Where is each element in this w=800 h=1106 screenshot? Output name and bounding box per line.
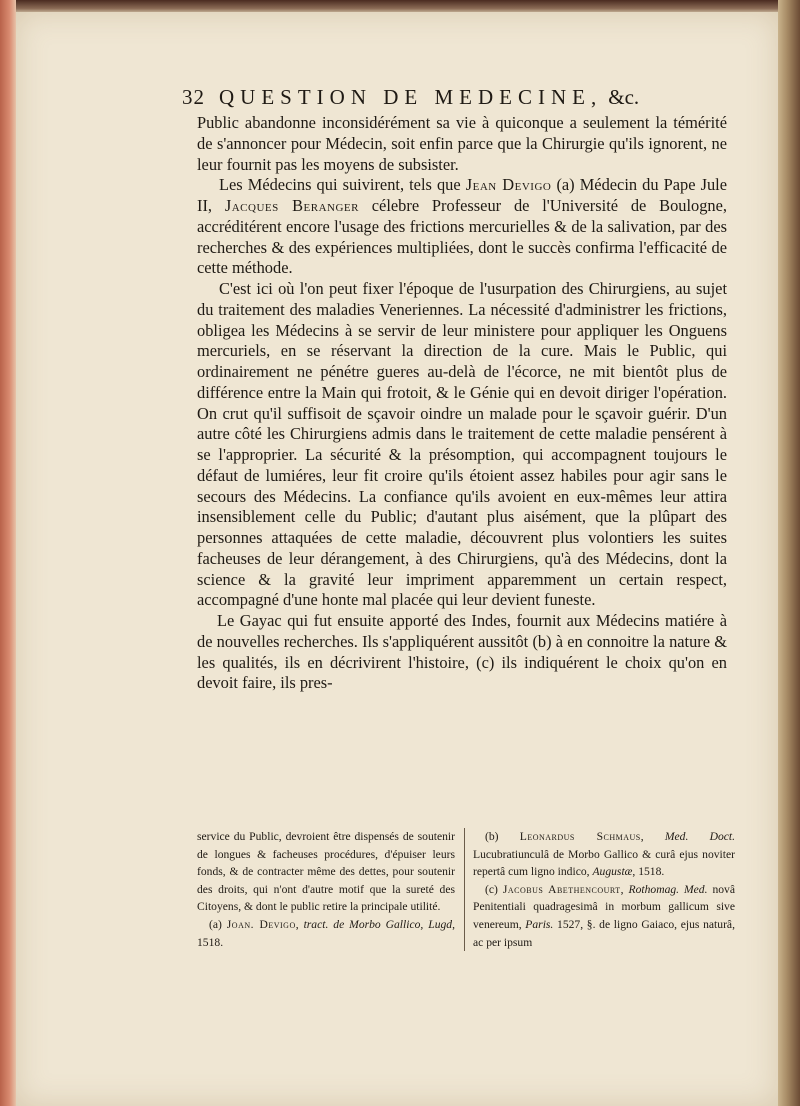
footnote-c-degree: Rothomag. Med. (628, 882, 708, 896)
footnote-c-text-2: 1527, §. de ligno Gaiaco, ejus naturâ, ac per ipsum (473, 917, 735, 949)
footnote-c-text: novâ Penitentiali quadragesimâ in morbum gallicum sive venereum, (473, 882, 735, 931)
footnotes-left (197, 828, 455, 951)
footnote-c-sep: , (620, 882, 629, 896)
footnote-a-author: Joan. Devigo (226, 917, 296, 931)
footnotes-right (464, 828, 735, 951)
name-jacques-beranger: Jacques Beranger (224, 196, 359, 215)
footnote-a-title: tract. de Morbo Gallico, Lugd (303, 917, 453, 931)
footnote-c-author: Jacobus Abethencourt (502, 882, 621, 896)
running-head (182, 85, 662, 110)
page-number: 32 (182, 85, 205, 109)
footnote-b-text: Lucubratiunculâ de Morbo Gallico & curâ ejus noviter repertâ cum ligno indico, (473, 847, 735, 879)
footnote-b-year: , 1518. (632, 865, 665, 879)
footnote-b-sep: , (640, 830, 665, 843)
running-title-etc: &c. (608, 85, 640, 109)
footnote-b (473, 828, 735, 881)
paragraph-2-c: célebre Professeur de l'Université de Boulogne, accréditérent encore l'usage des frictions mercurielles & de la salivation, par des recherches & des expériences multipliées, dont le succès confirma l'efficacité de cette méthode. (197, 196, 727, 278)
name-jean-devigo: Jean Devigo (465, 175, 552, 195)
footnote-b-mark: (b) (485, 830, 520, 843)
footnote-c-mark: (c) (485, 882, 503, 896)
red-page-edge (0, 0, 16, 1106)
footnote-a-mark: (a) (209, 917, 227, 931)
footnote-b-author: Leonardus Schmaus (519, 830, 641, 843)
paragraph-1: Public abandonne inconsidérément sa vie à quiconque a seulement la témérité de s'annoncer pour Médecin, soit enfin parce que la Chirurgie qu'ils ignorent, ne leur fournit pas les moyens de subsister. (197, 113, 727, 174)
paragraph-3: C'est ici où l'on peut fixer l'époque de l'usurpation des Chirurgiens, au sujet du traitement des maladies Veneriennes. La nécessité d'administrer les frictions, obligea les Médecins à se servir de leur ministere pour appliquer les Onguens mercuriels, en se réservant la direction de la cure. Mais le Public, qui ordinairement ne pénétre gueres au-delà de l'écorce, ne mit bientôt plus de différence entre la Main qui frotoit, & le Génie qui en devoit diriger l'opération. On crut qu'il suffisoit de sçavoir oindre un malade pour le sçavoir guérir. D'un autre côté les Chirurgiens admis dans le traitement de cette maladie pensérent à se l'approprier. La sécurité & la présomption, qui accompagnent toujours le défaut de lumiéres, leur fit croire qu'ils étoient assez habiles pour agir sans le secours des Médecins. La confiance qu'ils avoient en eux-mêmes leur attira insensiblement celle du Public; d'autant plus aisément, que la plûpart des personnes attaquées de cette maladie, découvrent plus volontiers les suites facheuses de leur dérangement, à des Chirurgiens, qu'à des Médecins, dont la science & la gravité leur impriment apparemment un certain respect, accompagné d'une honte mal placée qui leur devient funeste. (197, 279, 727, 610)
footnote-a-year: , 1518. (197, 917, 455, 949)
paragraph-2-a: Les Médecins qui suivirent, tels que (219, 175, 466, 195)
paragraph-4: Le Gayac qui fut ensuite apporté des Indes, fournit aux Médecins matiére à de nouvelles recherches. Ils s'appliquérent aussitôt (b) à en connoitre la nature & les qualités, ils en décrivirent l'histoire, (c) ils indiquérent le choix qu'on en devoit faire, ils pres- (197, 611, 727, 693)
footnote-continued: service du Public, devroient être dispensés de soutenir de longues & facheuses procédures, d'épuiser leurs fonds, & de contracter même des dettes, pour soutenir des droits, qui n'ont d'autre motif que la sureté des Citoyens, & dont le public retire la principale utilité. (197, 830, 455, 914)
footnote-a (197, 916, 455, 951)
paragraph-2 (197, 175, 727, 279)
footnote-b-place: Augustæ (592, 865, 633, 879)
running-title: QUESTION DE MEDECINE, (219, 85, 603, 109)
book-spine-edge (778, 0, 800, 1106)
footnote-c-place: Paris. (525, 917, 554, 931)
main-text (197, 113, 727, 694)
footnote-b-degree: Med. Doct. (664, 830, 736, 843)
paragraph-2-b: (a) Médecin du Pape Jule II, (197, 175, 727, 215)
footnote-a-sep: , (295, 917, 304, 931)
footnote-c (473, 881, 735, 951)
